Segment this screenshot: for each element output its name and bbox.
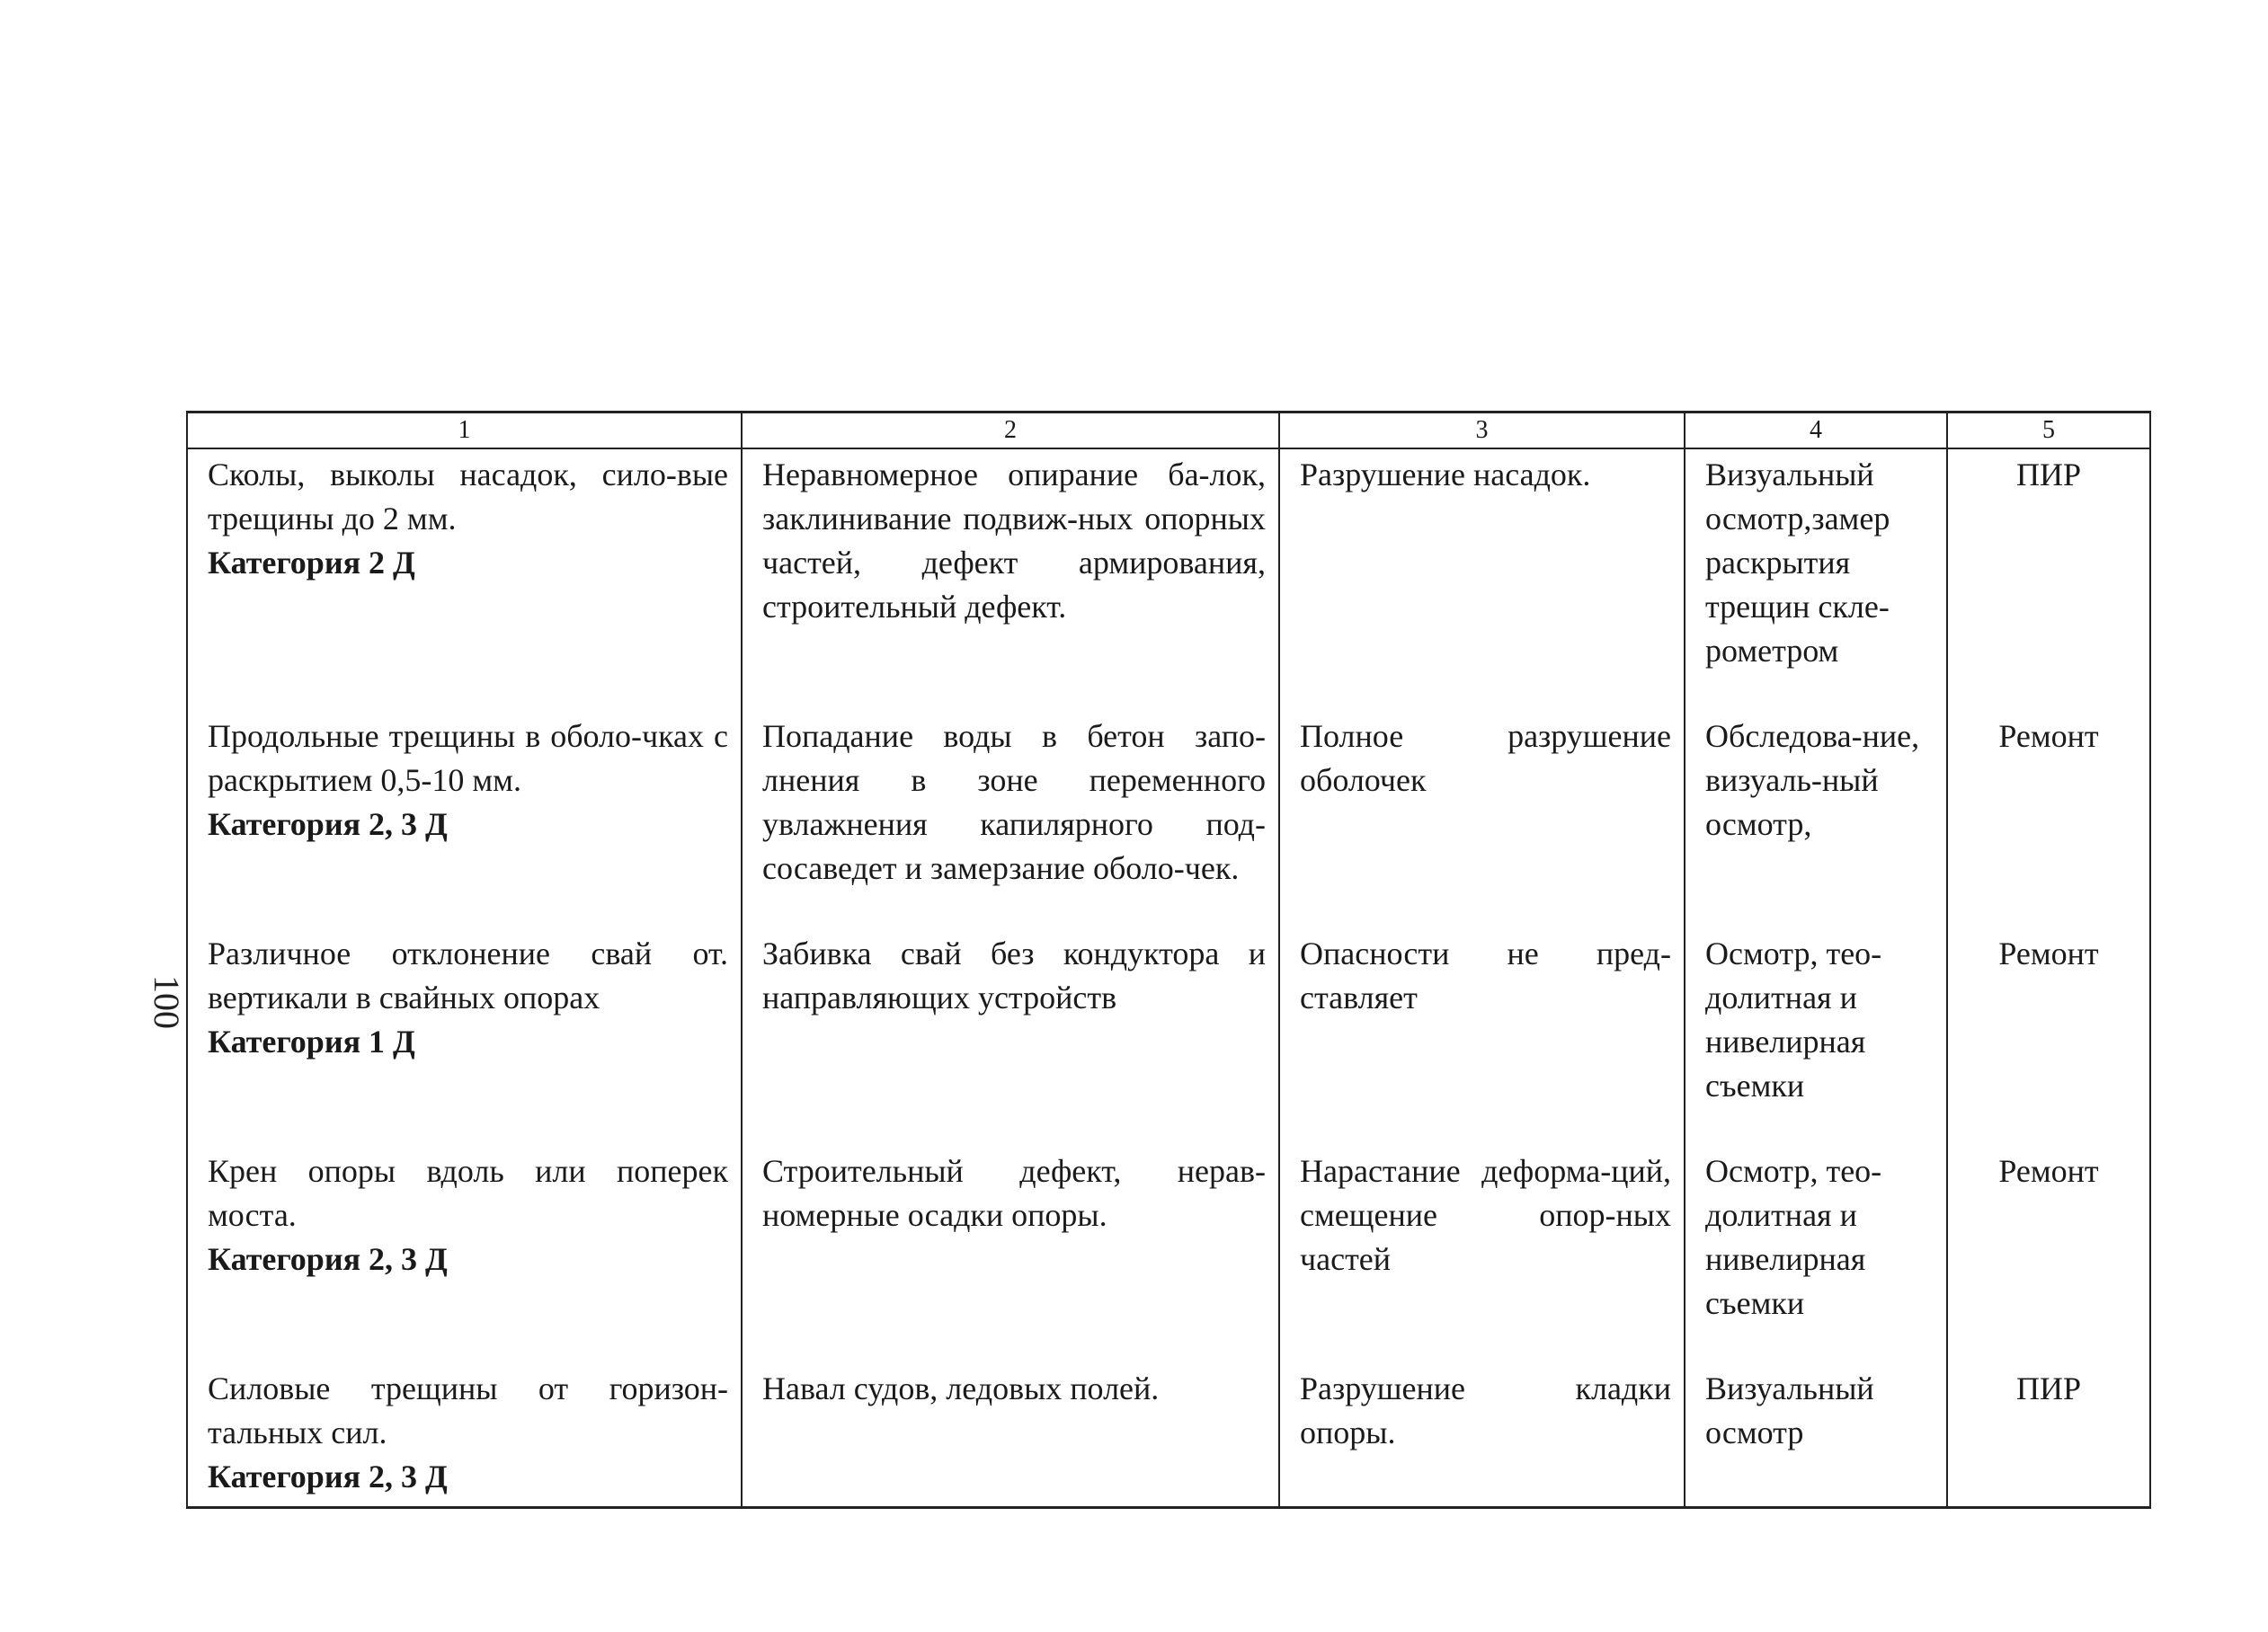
defect-description: Продольные трещины в оболо-чках с раскрытием 0,5-10 мм. xyxy=(208,718,728,798)
table-row xyxy=(187,1149,2150,1367)
defect-category: Категория 1 Д xyxy=(208,1024,415,1060)
defect-category: Категория 2, 3 Д xyxy=(208,1459,448,1495)
column-number-row xyxy=(187,412,2150,449)
defect-category: Категория 2, 3 Д xyxy=(208,1241,448,1277)
consequence-cell: Разрушение насадок. xyxy=(1279,448,1685,714)
defects-table xyxy=(186,411,2151,1509)
cause-cell: Забивка свай без кондуктора и направляющих устройств xyxy=(742,932,1279,1149)
table-row xyxy=(187,448,2150,714)
defect-category: Категория 2 Д xyxy=(208,545,415,581)
table-row xyxy=(187,714,2150,932)
column-number-4: 4 xyxy=(1685,412,1947,449)
defect-description: Силовые трещины от горизон-тальных сил. xyxy=(208,1370,728,1450)
column-number-3: 3 xyxy=(1279,412,1685,449)
consequence-cell: Разрушение кладки опоры. xyxy=(1279,1367,1685,1508)
inspection-cell: Осмотр, тео-долитная и нивелирная съемки xyxy=(1685,1149,1947,1367)
consequence-cell: Нарастание деформа-ций, смещение опор-ных частей xyxy=(1279,1149,1685,1367)
inspection-cell: Визуальный осмотр xyxy=(1685,1367,1947,1508)
defect-cell xyxy=(187,448,742,714)
defect-description: Крен опоры вдоль или поперек моста. xyxy=(208,1153,728,1233)
inspection-cell: Осмотр, тео-долитная и нивелирная съемки xyxy=(1685,932,1947,1149)
defect-cell xyxy=(187,714,742,932)
defect-cell xyxy=(187,1367,742,1508)
consequence-cell: Опасности не пред-ставляет xyxy=(1279,932,1685,1149)
measure-cell: Ремонт xyxy=(1947,714,2150,932)
measure-cell: Ремонт xyxy=(1947,932,2150,1149)
table-row xyxy=(187,1367,2150,1508)
cause-cell: Неравномерное опирание ба-лок, заклинивание подвиж-ных опорных частей, дефект армирования, строительный дефект. xyxy=(742,448,1279,714)
measure-cell: Ремонт xyxy=(1947,1149,2150,1367)
inspection-cell: Обследова-ние, визуаль-ный осмотр, xyxy=(1685,714,1947,932)
table-row xyxy=(187,932,2150,1149)
defect-category: Категория 2, 3 Д xyxy=(208,806,448,842)
column-number-5: 5 xyxy=(1947,412,2150,449)
cause-cell: Навал судов, ледовых полей. xyxy=(742,1367,1279,1508)
measure-cell: ПИР xyxy=(1947,448,2150,714)
defect-description: Сколы, выколы насадок, сило-вые трещины до 2 мм. xyxy=(208,457,728,537)
cause-cell: Попадание воды в бетон запо-лнения в зоне переменного увлажнения капилярного под-сосаведет и замерзание оболо-чек. xyxy=(742,714,1279,932)
inspection-cell: Визуальный осмотр,замер раскрытия трещин скле-рометром xyxy=(1685,448,1947,714)
defect-description: Различное отклонение свай от. вертикали в свайных опорах xyxy=(208,936,728,1016)
defect-cell xyxy=(187,1149,742,1367)
consequence-cell: Полное разрушение оболочек xyxy=(1279,714,1685,932)
defect-cell xyxy=(187,932,742,1149)
page-number: 100 xyxy=(147,975,187,1029)
column-number-2: 2 xyxy=(742,412,1279,449)
measure-cell: ПИР xyxy=(1947,1367,2150,1508)
cause-cell: Строительный дефект, нерав-номерные осадки опоры. xyxy=(742,1149,1279,1367)
column-number-1: 1 xyxy=(187,412,742,449)
